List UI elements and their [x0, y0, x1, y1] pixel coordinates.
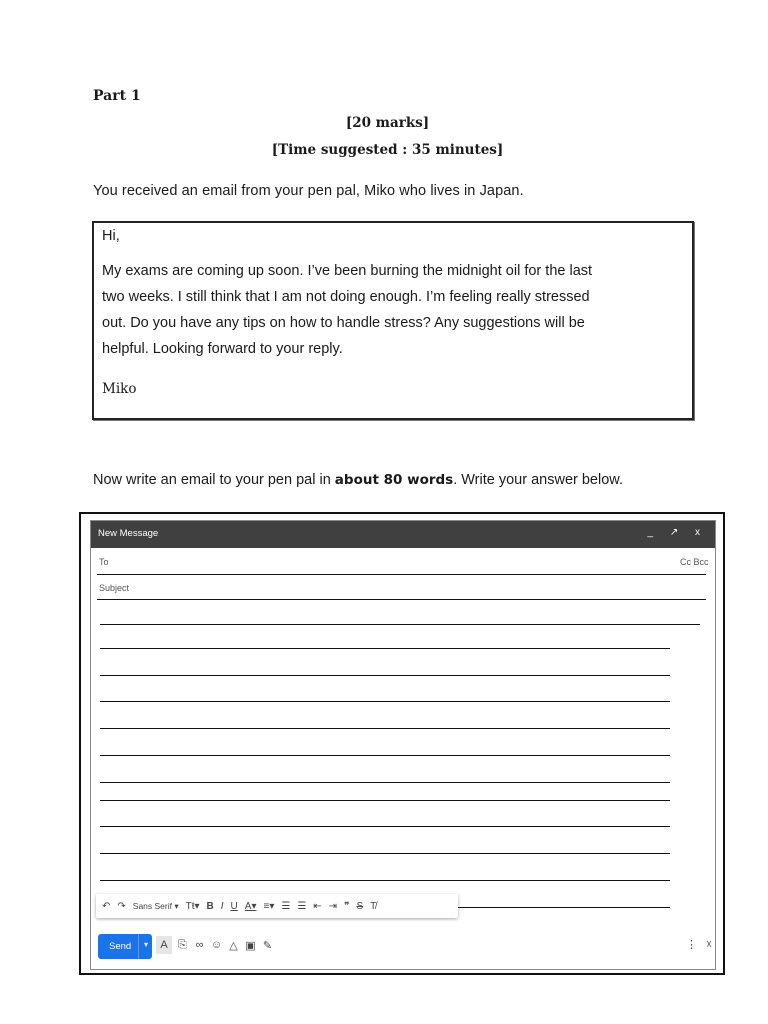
signature-pen-icon[interactable]: ✎ — [262, 939, 273, 952]
attach-icon[interactable]: ⎘ — [178, 938, 187, 951]
part-heading: Part 1 — [93, 88, 141, 104]
trash-icon[interactable]: ☓ — [706, 939, 712, 951]
bold-icon[interactable]: B — [206, 900, 214, 912]
answer-line[interactable] — [100, 728, 670, 729]
letter-line: My exams are coming up soon. I’ve been burning the midnight oil for the last — [102, 263, 593, 279]
answer-line[interactable] — [100, 800, 670, 801]
numbered-list-icon[interactable]: ☰ — [281, 900, 291, 912]
answer-line[interactable] — [100, 701, 670, 702]
schedule-send-chevron-icon[interactable]: ▾ — [143, 940, 148, 949]
to-label: To — [99, 557, 109, 567]
subject-field-line[interactable] — [97, 599, 706, 600]
redo-icon[interactable]: ↷ — [117, 900, 126, 912]
emoji-icon[interactable]: ☺ — [210, 939, 223, 951]
more-options-icon[interactable]: ⋮ — [686, 939, 697, 951]
answer-line[interactable] — [100, 880, 670, 881]
letter-greeting: Hi, — [102, 228, 120, 244]
undo-icon[interactable]: ↶ — [102, 900, 111, 912]
compose-actions — [156, 936, 274, 954]
strikethrough-icon[interactable]: S — [356, 900, 364, 912]
instruction-text-end: . Write your answer below. — [453, 472, 623, 488]
compose-right-actions — [680, 938, 712, 951]
font-size-icon[interactable]: Tŧ▾ — [185, 900, 200, 912]
letter-line: two weeks. I still think that I am not doing enough. I’m feeling really stressed — [102, 289, 590, 305]
send-label: Send — [109, 941, 132, 952]
quote-icon[interactable]: ❞ — [344, 900, 350, 912]
answer-line[interactable] — [100, 782, 670, 783]
cc-bcc-link[interactable]: Cc Bcc — [680, 557, 709, 567]
link-icon[interactable]: ∞ — [195, 939, 204, 951]
formatting-options-icon[interactable]: A — [156, 936, 172, 954]
align-icon[interactable]: ≡▾ — [263, 900, 275, 912]
writing-instruction — [93, 472, 623, 488]
instruction-text: Now write an email to your pen pal in — [93, 472, 335, 488]
indent-less-icon[interactable]: ⇤ — [313, 900, 322, 912]
underline-icon[interactable]: U — [230, 900, 238, 912]
answer-line[interactable] — [100, 826, 670, 827]
letter-line: helpful. Looking forward to your reply. — [102, 341, 343, 357]
subject-label: Subject — [99, 583, 130, 593]
marks-label: [20 marks] — [345, 115, 430, 131]
received-email-box — [92, 221, 694, 420]
bulleted-list-icon[interactable]: ☰ — [297, 900, 307, 912]
indent-more-icon[interactable]: ⇥ — [328, 900, 338, 912]
compose-title: New Message — [98, 528, 159, 539]
send-button[interactable] — [98, 934, 152, 959]
answer-line[interactable] — [100, 675, 670, 676]
drive-icon[interactable]: △ — [229, 939, 238, 952]
text-color-icon[interactable]: A▾ — [244, 900, 257, 912]
photo-icon[interactable]: ▣ — [245, 939, 256, 952]
formatting-toolbar — [96, 894, 458, 918]
word-count-emphasis: about 80 words — [334, 472, 454, 488]
letter-signature: Miko — [102, 381, 137, 397]
time-suggested-label: [Time suggested : 35 minutes] — [271, 142, 504, 158]
send-divider — [138, 934, 139, 959]
compose-titlebar — [91, 521, 715, 548]
intro-text: You received an email from your pen pal, Miko who lives in Japan. — [93, 183, 524, 199]
answer-line[interactable] — [100, 624, 700, 625]
window-controls[interactable]: _ ↗ x — [647, 527, 707, 538]
font-family-select[interactable]: Sans Serif ▾ — [132, 900, 179, 911]
italic-icon[interactable]: I — [220, 900, 224, 912]
letter-line: out. Do you have any tips on how to handle stress? Any suggestions will be — [102, 315, 585, 331]
clear-formatting-icon[interactable]: T̸ — [370, 900, 377, 912]
to-field-line[interactable] — [97, 574, 706, 575]
answer-line[interactable] — [100, 755, 670, 756]
answer-line[interactable] — [100, 648, 670, 649]
answer-line[interactable] — [100, 853, 670, 854]
